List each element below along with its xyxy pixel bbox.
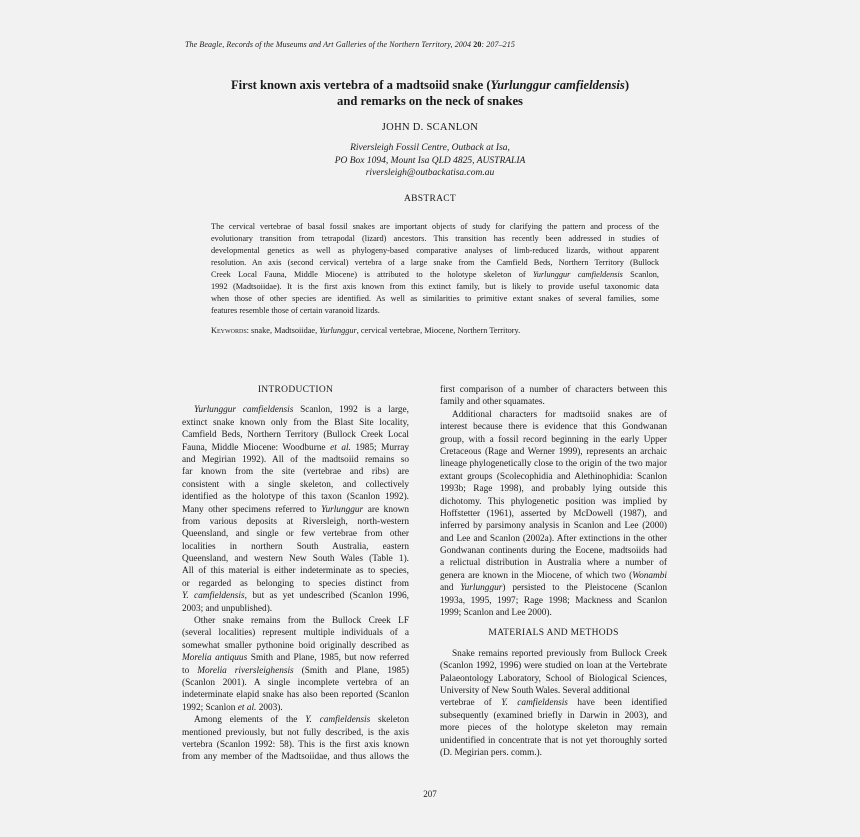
- left-column: [182, 384, 409, 764]
- text-run: Palaeontology Laboratory, School of Biological Sciences,: [440, 673, 667, 684]
- text-run: (several localities) represent multiple individuals of a: [182, 628, 409, 639]
- abstract-line: [211, 257, 659, 269]
- text-line: [440, 710, 667, 722]
- text-line: [440, 570, 667, 582]
- text-line: [182, 516, 409, 528]
- text-line: [182, 714, 409, 726]
- journal-pages: : 207–215: [481, 40, 515, 49]
- journal-name: The Beagle, Records of the Museums and Art Galleries of the Northern Territory,: [185, 40, 453, 49]
- text-run: Other snake remains from the Bullock Creek LF: [194, 616, 409, 627]
- italic-text: Yurlunggur camfieldensis: [532, 270, 623, 279]
- text-line: [182, 751, 409, 763]
- text-run: , but as yet undescribed (Scanlon 1996,: [244, 591, 409, 602]
- right-column: [440, 384, 667, 759]
- text-run: vertebra (Scanlon 1992: 58). This is the first axis known: [182, 739, 409, 750]
- text-run: lineage phylogenetically close to the origin of the two major: [440, 459, 667, 470]
- text-run: 1985; Murray: [350, 442, 409, 453]
- spacer: [440, 640, 667, 648]
- text-run: Queensland, and single or few vertebrae from other: [182, 529, 409, 540]
- text-line: [182, 615, 409, 627]
- abstract-line: [211, 281, 659, 293]
- text-line: [440, 458, 667, 470]
- text-line: [182, 652, 409, 664]
- text-run: family and other squamates.: [440, 397, 545, 408]
- text-run: (D. Megirian pers. comm.).: [440, 747, 542, 758]
- title-text-close: ): [624, 78, 630, 92]
- text-line: [440, 607, 667, 619]
- text-run: subsequently (examined briefly in Darwin in 2003), and: [440, 710, 667, 721]
- text-run: 1992 (Madtsoiidae). It is the first axis known from this extinct family, but is likely to provide useful taxonomic data: [211, 282, 659, 291]
- text-run: developmental genetics as well as phylogeny-based comparative analyses of limb-reduced lizards, without apparent: [211, 246, 659, 255]
- text-run: 2003; and unpublished).: [182, 603, 273, 614]
- text-run: skeleton: [370, 715, 409, 726]
- title-text: First known axis vertebra of a madtsoiid snake (: [230, 78, 491, 92]
- text-line: [182, 504, 409, 516]
- text-line: [182, 528, 409, 540]
- text-run: Scanlon,: [622, 270, 659, 279]
- text-run: inferred by parsimony analysis in Scanlon and Lee (2000): [440, 521, 667, 532]
- text-run: The cervical vertebrae of basal fossil snakes are important objects of study for clarifying the pattern and process of the: [211, 222, 659, 231]
- text-run: 2003).: [256, 702, 283, 713]
- text-line: [182, 417, 409, 429]
- text-run: evolutionary transition from tetrapodal (lizard) ancestors. This transition has recently been addressed in studies of: [211, 234, 659, 243]
- text-run: more pieces of the holotype skeleton may remain: [440, 723, 667, 734]
- text-run: Cretaceous (Rage and Werner 1999), represents an archaic: [440, 446, 667, 457]
- text-line: [440, 434, 667, 446]
- section-heading: MATERIALS AND METHODS: [488, 628, 619, 639]
- text-run: extant groups (Scolecophidia and Alethinophidia: Scanlon: [440, 471, 667, 482]
- italic-text: Y. camfieldensis: [305, 715, 371, 726]
- text-line: [182, 727, 409, 739]
- text-line: [182, 578, 409, 590]
- text-run: Queensland, and western New South Wales (Table 1).: [182, 554, 409, 565]
- section-heading: INTRODUCTION: [257, 385, 334, 395]
- text-run: and: [440, 583, 461, 594]
- text-run: are known: [363, 504, 409, 515]
- text-run: 1993a, 1995, 1997; Rage 1998; Mackness and Scanlon: [440, 595, 667, 606]
- text-run: All of this material is either indeterminate as to species,: [182, 566, 409, 577]
- text-run: Fauna, Middle Miocene: Woodburne: [182, 442, 331, 453]
- text-run: localities in northern South Australia, eastern: [182, 541, 409, 552]
- text-line: [182, 739, 409, 751]
- text-run: ) persisted to the Pleistocene (Scanlon: [502, 583, 667, 594]
- keywords-text: : snake, Madtsoiidae,: [246, 326, 320, 335]
- text-line: [440, 396, 667, 408]
- text-run: from any member of the Madtsoiidae, and thus allows the: [182, 752, 409, 763]
- text-run: (Scanlon 2001). A single incomplete vertebra of an: [182, 677, 409, 688]
- text-run: interest because there is evidence that this Gondwanan: [440, 422, 667, 433]
- abstract-line: [211, 293, 659, 305]
- italic-text: Y. camfieldensis: [501, 698, 568, 709]
- text-run: 1992; Scanlon: [182, 702, 238, 713]
- journal-volume: 20: [473, 40, 482, 49]
- text-run: resolution. An axis (second cervical) vertebra of a large snake from the Camfield Beds, Northern Territory (Bullock: [211, 258, 659, 267]
- abstract-line: [211, 245, 659, 257]
- text-line: [440, 648, 667, 660]
- italic-text: Morelia riversleighensis: [197, 665, 294, 676]
- text-run: Smith and Plane, 1985, but now referred: [247, 653, 409, 664]
- text-line: [440, 747, 667, 759]
- affiliation-email[interactable]: riversleigh@outbackatisa.com.au: [365, 168, 495, 178]
- abstract-body: [211, 221, 659, 317]
- keywords-genus: Yurlunggur: [319, 326, 357, 335]
- text-run: 1999; Scanlon and Lee 2000).: [440, 608, 552, 619]
- italic-text: Morelia antiquus: [182, 653, 248, 664]
- abstract-heading: ABSTRACT: [403, 194, 457, 204]
- text-run: extinct snake known only from the Blast Site locality,: [182, 417, 409, 428]
- title-species: Yurlunggur camfieldensis: [490, 78, 625, 92]
- text-line: [440, 421, 667, 433]
- text-line: [182, 640, 409, 652]
- text-run: and Lee and Scanlon (2002a). After extinctions in the other: [440, 533, 667, 544]
- text-line: [440, 471, 667, 483]
- text-run: (Smith and Plane, 1985): [293, 665, 409, 676]
- text-run: group, with a fossil record beginning in the early Upper: [440, 434, 667, 445]
- text-run: Camfield Beds, Northern Territory (Bullock Creek Local: [182, 430, 409, 441]
- italic-text: Yurlunggur: [460, 583, 503, 594]
- text-line: [182, 491, 409, 503]
- text-line: [440, 673, 667, 685]
- spacer: [440, 619, 667, 627]
- text-run: from various deposits at Riversleigh, north-western: [182, 516, 409, 527]
- text-line: [440, 685, 667, 697]
- text-line: [182, 442, 409, 454]
- text-run: dichotomy. This phylogenetic position was implied by: [440, 496, 667, 507]
- text-run: Gondwanan continents during the Eocene, madtsoiids had: [440, 546, 667, 557]
- text-run: have been identified: [567, 698, 667, 709]
- text-line: [440, 533, 667, 545]
- text-run: consistent with a single skeleton, and collectively: [182, 479, 409, 490]
- italic-text: Yurlunggur camfieldensis: [194, 405, 294, 416]
- text-line: [182, 565, 409, 577]
- text-run: to: [182, 665, 198, 676]
- text-line: [182, 665, 409, 677]
- text-run: Additional characters for madtsoiid snakes are of: [452, 409, 667, 420]
- abstract-line: [211, 221, 659, 233]
- title-line-2: and remarks on the neck of snakes: [337, 94, 523, 108]
- text-line: [440, 409, 667, 421]
- text-run: Hoffstetter (1961), asserted by McDowell (1987), and: [440, 508, 667, 519]
- text-line: [182, 466, 409, 478]
- keywords-text-rest: , cervical vertebrae, Miocene, Northern Territory.: [356, 326, 521, 335]
- text-run: 1993b; Rage 1998), and probably lying outside this: [440, 484, 667, 495]
- text-run: or regarded as belonging to species distinct from: [182, 578, 409, 589]
- affiliation-line: Riversleigh Fossil Centre, Outback at Isa,: [350, 143, 510, 153]
- text-run: a relictual distribution in Australia where a number of: [440, 558, 667, 569]
- keywords-label: Keywords: [211, 326, 247, 335]
- text-line: [182, 454, 409, 466]
- text-run: far known from the site (vertebrae and ribs) are: [182, 467, 409, 478]
- text-line: [440, 384, 667, 396]
- italic-text: Y. camfieldensis: [182, 591, 245, 602]
- abstract-line: [211, 305, 659, 317]
- text-run: when those of other species are identified. As well as similarities to primitive extant snakes of several families, some: [211, 294, 659, 303]
- text-run: somewhat smaller pythonine boid originally described as: [182, 640, 409, 651]
- text-line: [440, 557, 667, 569]
- italic-text: Yurlunggur: [321, 504, 364, 515]
- affiliation-line: PO Box 1094, Mount Isa QLD 4825, AUSTRALIA: [334, 155, 526, 166]
- text-line: [440, 496, 667, 508]
- text-run: first comparison of a number of characters between this: [440, 385, 667, 395]
- text-run: Many other specimens referred to: [182, 504, 322, 515]
- journal-year: 2004: [454, 40, 472, 49]
- text-run: Snake remains reported previously from Bullock Creek: [452, 648, 667, 659]
- text-run: indeterminate elapid snake has also been reported (Scanlon: [182, 690, 409, 701]
- text-line: [440, 508, 667, 520]
- text-line: [440, 446, 667, 458]
- text-line: [440, 520, 667, 532]
- text-line: [182, 627, 409, 639]
- text-line: [182, 702, 409, 714]
- text-run: and Megirian 1992). All of the madtsoiid remains so: [182, 454, 409, 465]
- text-line: [182, 479, 409, 491]
- text-run: vertebrae of: [440, 698, 502, 709]
- author-name: JOHN D. SCANLON: [381, 122, 479, 133]
- abstract-line: [211, 269, 659, 281]
- italic-text: Wonambi: [632, 570, 667, 581]
- affiliation: [150, 142, 710, 180]
- text-run: mentioned previously, but not fully described, is the axis: [182, 727, 409, 738]
- keywords: [211, 325, 659, 337]
- running-head: [185, 40, 685, 49]
- text-line: [440, 545, 667, 557]
- text-line: [440, 595, 667, 607]
- text-line: [440, 722, 667, 734]
- text-run: Creek Local Fauna, Middle Miocene) is attributed to the holotype skeleton of: [211, 270, 533, 279]
- text-line: [182, 553, 409, 565]
- italic-text: et al.: [330, 442, 351, 453]
- text-run: identified as the holotype of this taxon (Scanlon 1992).: [182, 492, 409, 503]
- text-line: [440, 483, 667, 495]
- text-line: [182, 429, 409, 441]
- spacer: [182, 396, 409, 404]
- text-run: unidentified in concentrate that is not yet thoroughly sorted: [440, 735, 667, 746]
- text-line: [440, 582, 667, 594]
- paper-title: [150, 77, 710, 109]
- italic-text: et al.: [237, 702, 257, 713]
- title-line-1: [150, 77, 710, 93]
- text-run: University of New South Wales. Several additional: [440, 685, 630, 696]
- text-line: [440, 697, 667, 709]
- text-line: [182, 677, 409, 689]
- text-line: [440, 735, 667, 747]
- text-line: [182, 689, 409, 701]
- text-run: (Scanlon 1992, 1996) were studied on loan at the Vertebrate: [440, 661, 667, 672]
- text-line: [182, 590, 409, 602]
- text-run: genera are known in the Miocene, of which two (: [440, 570, 633, 581]
- text-run: features resemble those of certain varanoid lizards.: [211, 306, 380, 315]
- text-run: Scanlon, 1992 is a large,: [293, 405, 409, 416]
- text-line: [440, 660, 667, 672]
- text-line: [182, 541, 409, 553]
- abstract-line: [211, 233, 659, 245]
- text-line: [182, 404, 409, 416]
- text-line: [182, 603, 409, 615]
- text-run: Among elements of the: [194, 715, 306, 726]
- page-number: 207: [423, 789, 437, 799]
